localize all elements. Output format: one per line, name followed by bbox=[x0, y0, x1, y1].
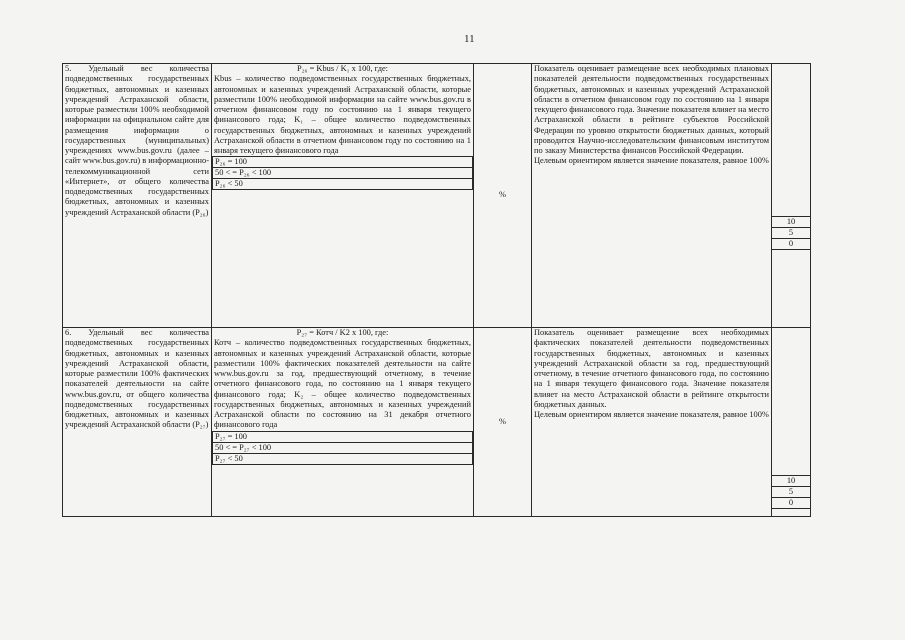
description-cell bbox=[532, 64, 772, 328]
condition-item: 50 < = P₂₆ < 100 bbox=[213, 168, 473, 179]
page-number: 11 bbox=[464, 33, 475, 45]
condition-item: P₂₆ = 100 bbox=[213, 157, 473, 168]
target-text: Целевым ориентиром является значение показателя, равное 100% bbox=[534, 156, 769, 166]
score-value: 5 bbox=[771, 228, 810, 239]
formula-text: P₂₇ = Котч / K2 x 100, где: bbox=[296, 328, 389, 337]
condition-item: 50 < = P₂₇ < 100 bbox=[213, 442, 473, 453]
formula-definitions: Котч – количество подведомственных государственных бюджетных, автономных и казенных учреждений Астраханской области, которые разместили 100% фактических показателей деятельности на сайте www.bus.gov.ru за год, предшествующий отчетному, в течение отчетного финансового года, по состоянию на 1 января текущего финансового года; K₂ – общее количество подведомственных государственных бюджетных, автономных и казенных учреждений Астраханской области по состоянию на 31 декабря отчетного финансового года bbox=[214, 338, 471, 430]
score-value: 0 bbox=[771, 498, 810, 509]
description-cell bbox=[532, 328, 772, 517]
target-text: Целевым ориентиром является значение показателя, равное 100% bbox=[534, 410, 769, 419]
conditions-table bbox=[212, 156, 473, 190]
indicator-cell bbox=[63, 64, 212, 328]
table-row bbox=[63, 64, 811, 328]
conditions-table bbox=[212, 431, 473, 465]
score-value: 0 bbox=[771, 239, 810, 250]
score-value: 5 bbox=[771, 487, 810, 498]
indicator-text: 6. Удельный вес количества подведомственных государственных бюджетных, автономных и казенных учреждений Астраханской области, которые разместили 100% фактических показателей деятельности на сайте www.bus.gov.ru, от общего количества подведомственных государственных бюджетных, автономных и казенных учреждений Астраханской области (P₂₇) bbox=[65, 328, 209, 430]
description-text: Показатель оценивает размещение всех необходимых плановых показателей деятельности подведомственных государственных бюджетных, автономных и казенных учреждений Астраханской области в отчетном финансовом году по состоянию на 1 января текущего финансового года. Значение показателя влияет на место Астраханской области в рейтинге субъектов Российской Федерации по уровню открытости бюджетных данных, который проводится Научно-исследовательским финансовым институтом по заказу Министерства финансов Российской Федерации. bbox=[534, 64, 769, 155]
condition-item: P₂₇ = 100 bbox=[213, 431, 473, 442]
formula-text: P₂₆ = Kbus / K₁ x 100, где: bbox=[296, 64, 389, 73]
score-value: 10 bbox=[771, 475, 810, 487]
description-text: Показатель оценивает размещение всех необходимых фактических показателей деятельности подведомственных государственных бюджетных, автономных и казенных учреждений Астраханской области за год, предшествующий отчетному, в течение отчетного финансового года, по состоянию на 1 января текущего финансового года. Значение показателя влияет на место Астраханской области в рейтинге открытости бюджетных данных. bbox=[534, 328, 769, 409]
indicator-text: 5. Удельный вес количества подведомственных государственных бюджетных, автономных и казенных учреждений Астраханской области, которые разместили 100% необходимой информации на официальном сайте для размещения информации о государственных (муниципальных) учреждениях www.bus.gov.ru (далее – сайт www.bus.gov.ru) в информационно-телекоммуникационной сети «Интернет», от общего количества подведомственных государственных бюджетных, автономных и казенных учреждений Астраханской области (P₂₆) bbox=[65, 64, 209, 217]
formula-cell bbox=[212, 328, 474, 517]
score-cell bbox=[772, 328, 811, 517]
condition-item: P₂₇ < 50 bbox=[213, 453, 473, 464]
unit-cell: % bbox=[474, 64, 532, 328]
formula-cell bbox=[212, 64, 474, 328]
score-cell bbox=[772, 64, 811, 328]
indicator-cell bbox=[63, 328, 212, 517]
score-value: 10 bbox=[771, 216, 810, 228]
formula-definitions: Kbus – количество подведомственных государственных бюджетных, автономных и казенных учреждений Астраханской области, которые разместили 100% необходимой информации на сайте www.bus.gov.ru в отчетном финансовом году по состоянию на 1 января текущего финансового года; K₁ – общее количество подведомственных государственных бюджетных, автономных и казенных учреждений Астраханской области в отчетном финансовом году по состоянию на 1 января текущего финансового года bbox=[214, 74, 471, 155]
unit-cell: % bbox=[474, 328, 532, 517]
criteria-table bbox=[62, 63, 811, 517]
condition-item: P₂₆ < 50 bbox=[213, 179, 473, 190]
table-row bbox=[63, 328, 811, 517]
